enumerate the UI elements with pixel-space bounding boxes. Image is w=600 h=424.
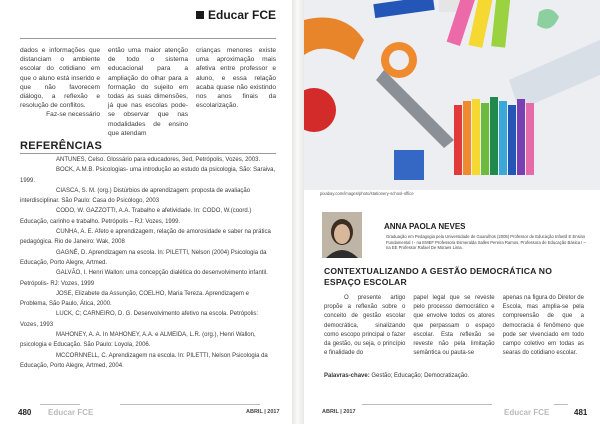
reference-item: LUCK, C; CARNEIRO, D. G. Desenvolvimento afetivo na escola. Petrópolis: Vozes, 1993: [20, 311, 259, 328]
abstract-column-2: [413, 294, 494, 358]
footer-date: ABRIL | 2017: [246, 409, 280, 415]
author-name: ANNA PAOLA NEVES: [384, 222, 466, 231]
photo-caption: pixabay.com/images/photo/stationery-school-office: [320, 191, 414, 196]
reference-item: MAHONEY, A. A. In MAHONEY, A.A. e ALMEIDA, L.R. (org.), Henri Wallon, psicologia e Educação. São Paulo: Loyola, 2006.: [20, 332, 256, 349]
reference-item: GALVÃO, I. Henri Wallon: uma concepção dialética do desenvolvimento infantil. Petrópolis- RJ: Vozes, 1999: [20, 270, 268, 287]
author-bio: Graduação em Pedagogia pela Universidade de Guarulhos (2005) Professor de Educação Infantil E Ensino Fundamental I - na EMEF Professora Esmeralda Salles Pereira Ramos, Professora de Educação Básica I – na EE Professor Rafael De Moraes Lima.: [386, 234, 586, 251]
reference-item: CUNHA, A. E. Afeto e aprendizagem, relação de amorosidade e saber na prática pedagógica. Rio de Janeiro: Wak, 2008: [20, 229, 271, 246]
square-bullet-icon: [196, 11, 204, 19]
body-columns: [20, 46, 276, 138]
right-page: [304, 0, 600, 424]
abstract-paragraph: O presente artigo propõe a reflexão sobre o conceito de gestão escolar democrática, sinalizando como escopo principal o fazer da gestão, ou seja, o princípio e finalidade do: [324, 295, 406, 357]
page-number: 480: [18, 408, 32, 417]
body-column-1: [20, 46, 100, 138]
article-title: CONTEXTUALIZANDO A GESTÃO DEMOCRÁTICA NO ESPAÇO ESCOLAR: [324, 266, 553, 287]
body-paragraph: Faz-se necessário: [46, 111, 100, 119]
header-rule: [20, 38, 276, 39]
body-column-3: [196, 46, 276, 138]
footer-brand: Educar FCE: [504, 408, 550, 417]
reference-item: CODO, W. GAZZOTTI, A.A. Trabalho e afetividade. In: CODO, W.(coord.) Educação, carinho e trabalho. Petrópolis – RJ: Vozes, 1999.: [20, 208, 252, 225]
body-paragraph: então uma maior atenção de todo o sistema educacional para a ampliação do olhar para a formação do sujeito em todas as suas dimensões, já que nas escolas pode-se observar que nas modalidades de ensino que atendam: [108, 47, 188, 137]
reference-item: BOCK, A.M.B. Psicologias- uma introdução ao estudo da psicologia, São: Saraiva, 1999.: [20, 167, 276, 184]
left-page: [0, 0, 292, 424]
stationery-illustration: [304, 0, 600, 190]
footer-brand: Educar FCE: [48, 408, 94, 417]
abstract-columns: [324, 294, 584, 358]
page-number: 481: [574, 408, 588, 417]
right-footer: [304, 404, 600, 424]
brand-label: Educar FCE: [207, 8, 276, 22]
keywords-value: Gestão; Educação; Democratização.: [371, 373, 470, 379]
keywords: [324, 373, 494, 379]
footer-rule: [554, 404, 568, 405]
reference-item: GAGNÉ, D. Aprendizagem na escola. In: PILETTI, Nelson (2004) Psicologia da Educação, Porto Alegre, Artmed.: [20, 249, 267, 266]
abstract-paragraph: apenas na figura do Diretor de Escola, mas amplia-se pela compreensão de que a democracia é fenômeno que pode ser vivenciado em todo campo coletivo em todas as searas do cotidiano escolar.: [502, 295, 584, 357]
section-title: REFERÊNCIAS: [20, 140, 103, 152]
footer-date: ABRIL | 2017: [322, 409, 356, 415]
body-column-2: [108, 46, 188, 138]
section-rule: [20, 153, 276, 154]
reference-item: JOSE, Elizabete da Assunção, COELHO, Maria Tereza. Aprendizagem e Problema, São Paulo, Ática, 2000.: [20, 290, 249, 308]
reference-item: CIASCA, S. M. (org.) Distúrbios de aprendizagem: proposta de avaliação interdisciplinar. São Paulo: Casa do Psicólogo, 2003: [20, 187, 251, 205]
keywords-label: Palavras-chave:: [324, 373, 370, 379]
footer-rule: [362, 404, 492, 405]
abstract-column-3: [503, 294, 584, 358]
author-avatar: [322, 212, 362, 258]
reference-list: [20, 155, 276, 371]
left-footer: [0, 404, 292, 424]
person-portrait-icon: [322, 212, 362, 258]
abstract-paragraph: papel legal que se reveste pelo processo democrático e que envolve todos os atores que perpassam o espaço escolar. Esta reflexão se reveste não pela limitação semântica ou pauta-se: [413, 295, 495, 357]
abstract-column-1: [324, 294, 405, 358]
footer-rule: [40, 404, 80, 405]
reference-item: MCCORNNELL, C. Aprendizagem na escola. In: PILETTI, Nelson Psicologia da Educação, Porto Alegre, Artmed, 2004.: [20, 352, 268, 369]
body-paragraph: crianças menores existe uma aproximação mais afetiva entre professor e aluno, e essa relação acaba quase não existindo nos anos finais da escolarização.: [196, 47, 276, 110]
reference-item: ANTUNES, Celso. Glossário para educadores, 3ed, Petrópolis, Vozes, 2003.: [56, 157, 261, 163]
magazine-brand: [196, 8, 276, 22]
body-paragraph: dados e informações que distanciam o ambiente escolar do cotidiano em que o aluno está inserido e que não favorecem diálogo, a reflexão e resolução de conflitos.: [20, 47, 100, 110]
page-gutter: [292, 0, 304, 424]
stationery-photo: [304, 0, 600, 190]
footer-rule: [120, 404, 260, 405]
